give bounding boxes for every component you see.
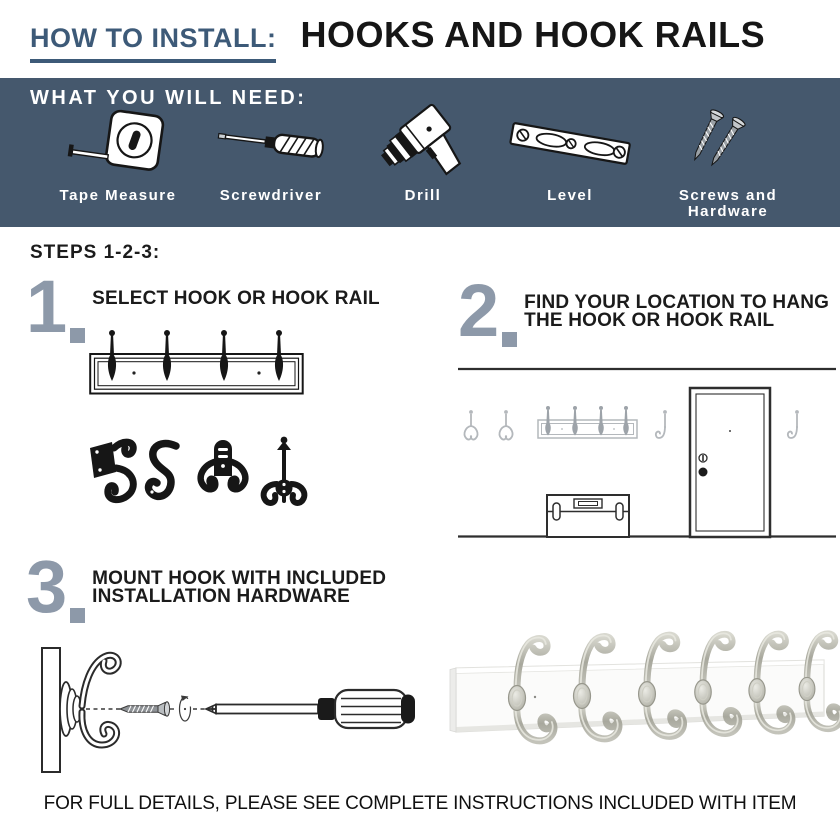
step-number-dot: [70, 328, 85, 343]
tape-measure-icon: [62, 108, 174, 180]
room-scene-illustration: [450, 360, 840, 545]
steps-heading: STEPS 1-2-3:: [30, 242, 161, 263]
screw: [120, 702, 170, 716]
step-number: 2: [458, 269, 500, 352]
step-title: [92, 570, 386, 615]
materials-heading: WHAT YOU WILL NEED:: [30, 87, 307, 109]
step-title-line: FIND YOUR LOCATION TO HANG: [524, 292, 830, 313]
step-title-line: SELECT HOOK OR HOOK RAIL: [92, 288, 380, 309]
tool-item-screws: [650, 108, 806, 220]
product-photo: [440, 598, 840, 780]
step-number: 3: [26, 545, 68, 628]
step-number: 1: [26, 265, 68, 348]
step-number-dot: [502, 332, 517, 347]
screws-hardware-icon: [688, 108, 768, 180]
footer-note: FOR FULL DETAILS, PLEASE SEE COMPLETE INSTRUCTIONS INCLUDED WITH ITEM: [43, 793, 797, 814]
tool-item-level: [492, 108, 648, 220]
hooks-variety-illustration: [82, 424, 314, 518]
scene-bench: [547, 495, 629, 537]
header: [30, 14, 765, 63]
rotation-arrow: [180, 696, 191, 722]
step-1-header: [26, 265, 380, 348]
tool-label: Drill: [404, 187, 442, 204]
step-title-line: THE HOOK OR HOOK RAIL: [524, 310, 775, 331]
tool-label: Tape Measure: [59, 187, 177, 204]
mounting-illustration: [20, 640, 420, 780]
materials-banner: [0, 78, 840, 227]
hook-rail-illustration: [89, 329, 304, 395]
level-icon: [508, 108, 632, 180]
step-title: [524, 294, 829, 339]
scene-hook-rail: [538, 406, 637, 438]
screwdriver-icon: [215, 108, 327, 180]
screwdriver-side: [206, 690, 415, 728]
drill-icon: [377, 108, 469, 180]
tool-label: Level: [547, 187, 593, 204]
step-2-header: [458, 269, 830, 352]
tool-item-screwdriver: [193, 108, 349, 220]
tool-item-drill: [345, 108, 501, 220]
scene-door: [690, 388, 770, 537]
header-prefix: HOW TO INSTALL:: [30, 23, 276, 63]
step-number-dot: [70, 608, 85, 623]
step-title-line: INSTALLATION HARDWARE: [92, 586, 351, 607]
tool-label: Screws and Hardware: [678, 187, 778, 220]
tool-item-tape-measure: [40, 108, 196, 220]
page-title: HOOKS AND HOOK RAILS: [300, 14, 766, 55]
tool-label: Screwdriver: [219, 187, 323, 204]
step-title-line: MOUNT HOOK WITH INCLUDED: [92, 568, 387, 589]
step-3-header: [26, 545, 387, 628]
